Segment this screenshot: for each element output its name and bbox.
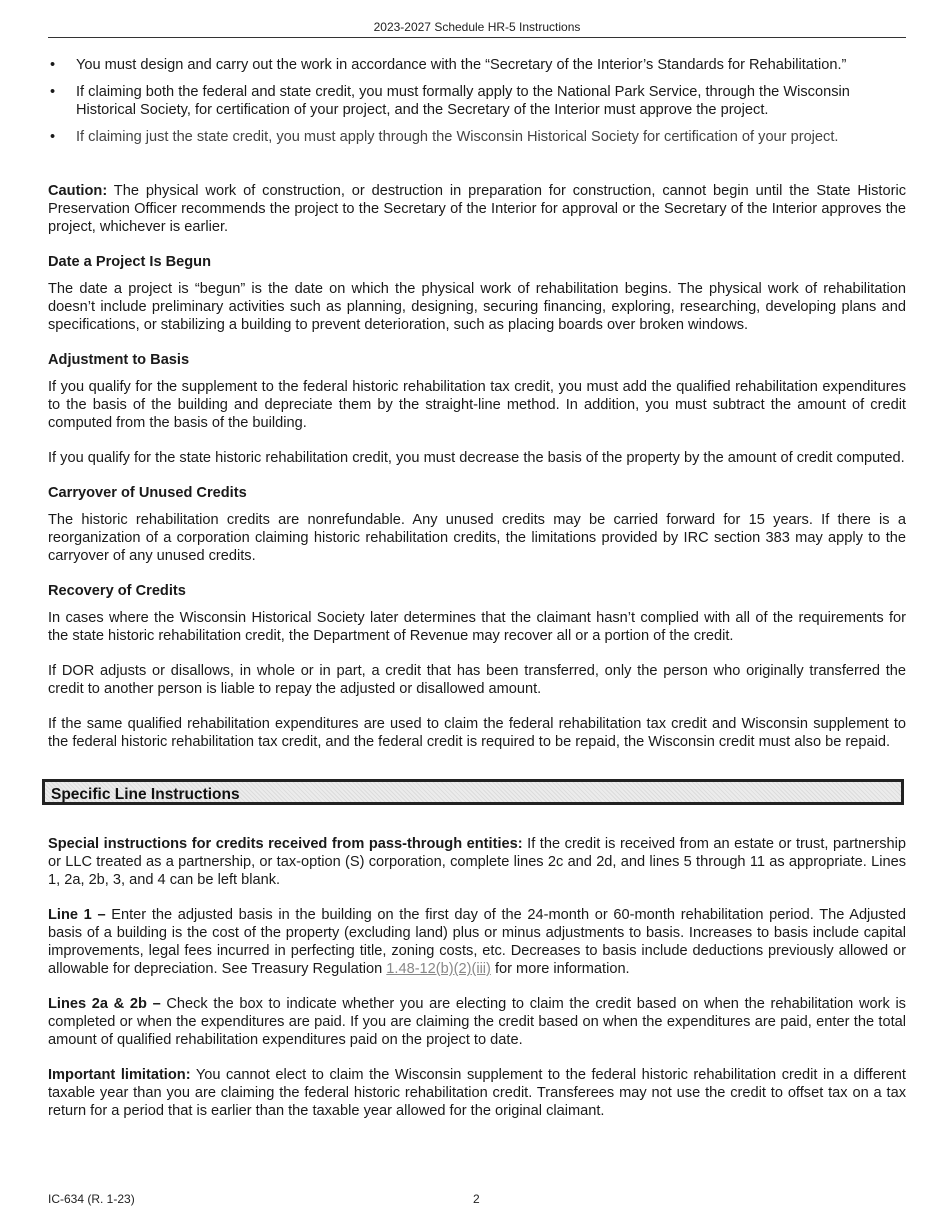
running-header: 2023-2027 Schedule HR-5 Instructions [48,20,906,38]
list-item-text: You must design and carry out the work in accordance with the “Secretary of the Interior’s Standards for Rehabilitation.” [76,57,847,73]
section-heading: Carryover of Unused Credits [48,485,247,501]
treasury-regulation-link[interactable]: 1.48-12(b)(2)(iii) [386,961,491,977]
special-instructions-label: Special instructions for credits received from pass-through entities: [48,836,523,852]
line-1-tail: for more information. [490,961,630,977]
paragraph: The date a project is “begun” is the date on which the physical work of rehabilitation begins. The physical work of rehabilitation doesn’t include preliminary activities such as planning, designing, securing financing, exploring, researching, developing plans and specifications, or stabilizing a building to prevent deterioration, such as placing boards over broken windows. [48,281,906,333]
section-heading: Date a Project Is Begun [48,254,212,270]
paragraph: In cases where the Wisconsin Historical Society later determines that the claimant hasn’t complied with all of the requirements for the state historic rehabilitation credit, the Department of Revenue may recover all or a portion of the credit. [48,610,906,644]
form-id: IC-634 (R. 1-23) [48,1192,135,1206]
important-limitation-paragraph [48,1066,906,1120]
list-item-text: If claiming both the federal and state credit, you must formally apply to the National Park Service, through the Wisconsin Historical Society, for certification of your project, and the Secretary of the Interior must approve the project. [76,84,850,118]
list-item [48,128,906,146]
section-heading: Adjustment to Basis [48,352,190,368]
paragraph: If the same qualified rehabilitation expenditures are used to claim the federal rehabilitation tax credit and Wisconsin supplement to the federal historic rehabilitation tax credit, and the federal credit is required to be repaid, the Wisconsin credit must also be repaid. [48,716,906,750]
list-item [48,56,906,74]
page-content [48,56,906,1120]
caution-label: Caution: [48,183,108,199]
caution-paragraph [48,182,906,236]
lines-2a-2b-label: Lines 2a & 2b – [48,996,161,1012]
paragraph: If DOR adjusts or disallows, in whole or in part, a credit that has been transferred, only the person who originally transferred the credit to another person is liable to repay the adjusted or disallowed amount. [48,663,906,697]
bullet-icon: • [50,57,56,73]
page-number: 2 [473,1192,480,1206]
line-1-paragraph [48,906,906,978]
paragraph: If you qualify for the supplement to the federal historic rehabilitation tax credit, you must add the qualified rehabilitation expenditures to the basis of the building and depreciate them by the straight-line method. In addition, you must subtract the amount of credit computed from the basis of the building. [48,379,906,431]
special-instructions-text: If the credit is received from an estate or trust, partnership or LLC treated as a partnership, or tax-option (S) corporation, complete lines 2c and 2d, and lines 5 through 11 as appropriate. Lines 1, 2a, 2b, 3, and 4 can be left blank. [48,836,906,888]
lines-2a-2b-text: Check the box to indicate whether you are electing to claim the credit based on when the rehabilitation work is completed or when the expenditures are paid. If you are claiming the credit based on when the expenditures are paid, enter the total amount of qualified rehabilitation expenditures paid on the project to date. [48,996,906,1048]
line-1-label: Line 1 – [48,907,106,923]
caution-text: The physical work of construction, or destruction in preparation for construction, cannot begin until the State Historic Preservation Officer recommends the project to the Secretary of the Interior for approval or the Secretary of the Interior approves the project, whichever is earlier. [48,183,906,235]
section-banner: Specific Line Instructions [42,779,904,805]
section-heading: Recovery of Credits [48,583,186,599]
paragraph: The historic rehabilitation credits are nonrefundable. Any unused credits may be carried forward for 15 years. If there is a reorganization of a corporation claiming historic rehabilitation credits, the limitations provided by IRC section 383 may apply to the carryover of any unused credits. [48,512,906,564]
line-1-text: Enter the adjusted basis in the building on the first day of the 24-month or 60-month rehabilitation period. The Adjusted basis of a building is the cost of the property (excluding land) plus or minus adjustments to basis. Increases to basis include capital improvements, legal fees incurred in perfecting title, zoning costs, etc. Decreases to basis include deductions previously allowed or allowable for depreciation. See Treasury Regulation [48,907,906,977]
bullet-icon: • [50,84,56,100]
list-item [48,83,906,119]
lines-2a-2b-paragraph [48,995,906,1049]
paragraph: If you qualify for the state historic rehabilitation credit, you must decrease the basis of the property by the amount of credit computed. [48,450,905,466]
important-limitation-text: You cannot elect to claim the Wisconsin supplement to the federal historic rehabilitation credit in a different taxable year than you are claiming the federal historic rehabilitation credit. Transferees may not use the credit to offset tax on a tax return for a period that is earlier than the taxable year allowed for the original claimant. [48,1067,906,1119]
important-limitation-label: Important limitation: [48,1067,191,1083]
bullet-icon: • [50,129,56,145]
list-item-text: If claiming just the state credit, you must apply through the Wisconsin Historical Society for certification of your project. [76,129,839,145]
special-instructions-paragraph [48,835,906,889]
requirements-list [48,56,906,146]
